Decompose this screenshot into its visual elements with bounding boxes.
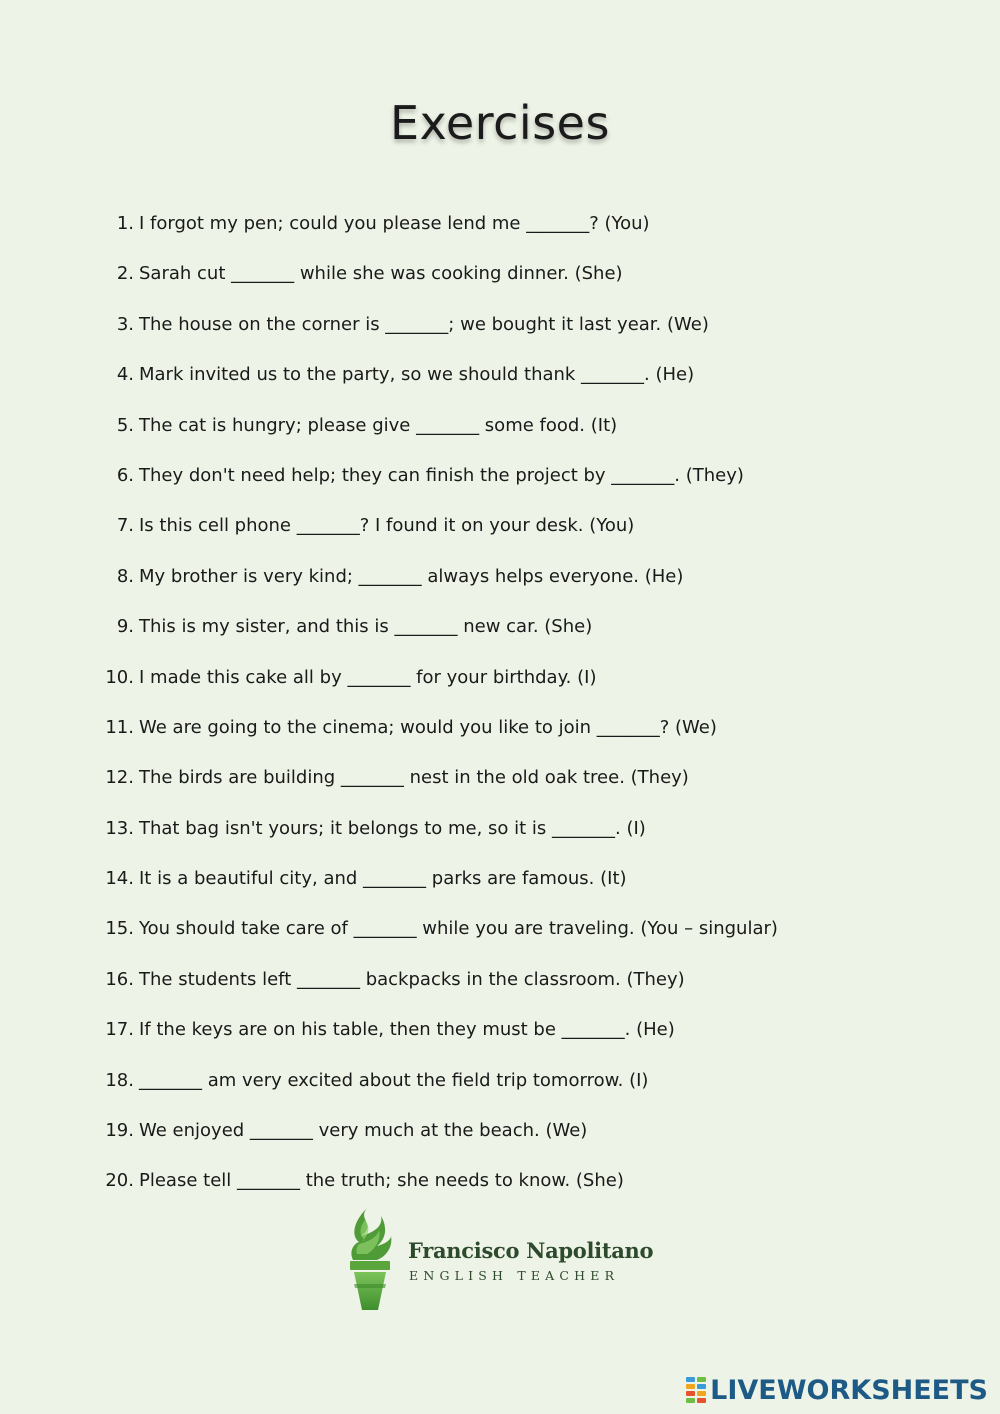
- exercise-text: My brother is very kind; _______ always helps everyone. (He): [139, 565, 684, 587]
- exercise-number: 10.: [105, 666, 134, 688]
- exercise-text: That bag isn't yours; it belongs to me, so it is _______. (I): [139, 817, 646, 839]
- exercise-text: It is a beautiful city, and _______ parks are famous. (It): [139, 868, 627, 890]
- ice-cream-cone-icon: [347, 1206, 393, 1312]
- exercise-item: [0, 863, 1000, 913]
- exercise-text: _______ am very excited about the field trip tomorrow. (I): [139, 1069, 649, 1091]
- exercise-text: We enjoyed _______ very much at the beach. (We): [139, 1120, 588, 1142]
- exercise-item: [0, 813, 1000, 863]
- exercise-text: They don't need help; they can finish the project by _______. (They): [139, 464, 744, 486]
- exercise-text: I made this cake all by _______ for your birthday. (I): [139, 666, 597, 688]
- exercise-number: 5.: [116, 414, 134, 436]
- teacher-name: Francisco Napolitano: [408, 1238, 654, 1263]
- exercise-item: [0, 309, 1000, 359]
- exercise-number: 9.: [116, 616, 134, 638]
- page-title: Exercises: [390, 96, 610, 150]
- exercise-text: The cat is hungry; please give _______ some food. (It): [139, 414, 618, 436]
- exercise-number: 1.: [116, 213, 134, 234]
- exercise-item: [0, 510, 1000, 560]
- exercise-number: 14.: [105, 868, 134, 890]
- exercise-number: 19.: [105, 1120, 134, 1142]
- exercise-text: Is this cell phone _______? I found it on your desk. (You): [139, 515, 635, 537]
- exercise-text: Sarah cut _______ while she was cooking dinner. (She): [139, 263, 623, 285]
- exercise-number: 7.: [116, 515, 134, 537]
- exercise-number: 20.: [105, 1170, 134, 1192]
- exercise-item: [0, 964, 1000, 1014]
- exercise-item: [0, 561, 1000, 611]
- teacher-subtitle: ENGLISH TEACHER: [409, 1268, 620, 1283]
- exercise-item: [0, 662, 1000, 712]
- exercise-text: Mark invited us to the party, so we should thank _______. (He): [139, 364, 695, 386]
- exercise-number: 15.: [105, 918, 134, 940]
- exercise-number: 6.: [116, 464, 134, 486]
- exercise-item: [0, 913, 1000, 963]
- exercise-text: Please tell _______ the truth; she needs to know. (She): [139, 1170, 624, 1192]
- exercise-number: 8.: [116, 565, 134, 587]
- exercise-text: I forgot my pen; could you please lend me _______? (You): [139, 213, 650, 234]
- exercise-number: 13.: [105, 817, 134, 839]
- exercise-text: If the keys are on his table, then they must be _______. (He): [139, 1019, 675, 1041]
- exercise-number: 4.: [116, 364, 134, 386]
- exercise-number: 11.: [105, 716, 134, 738]
- liveworksheets-logo-text: LIVEWORKSHEETS: [710, 1374, 988, 1406]
- exercise-text: You should take care of _______ while you are traveling. (You – singular): [139, 918, 778, 940]
- exercise-text: The birds are building _______ nest in the old oak tree. (They): [139, 767, 689, 789]
- exercise-number: 18.: [105, 1069, 134, 1091]
- exercise-number: 16.: [105, 968, 134, 990]
- exercise-number: 12.: [105, 767, 134, 789]
- exercise-item: [0, 1065, 1000, 1115]
- liveworksheets-blocks-icon: [686, 1377, 708, 1403]
- exercise-item: [0, 762, 1000, 812]
- exercise-text: The students left _______ backpacks in the classroom. (They): [139, 968, 685, 990]
- exercise-item: [0, 1014, 1000, 1064]
- exercise-list: [0, 208, 1000, 1216]
- exercise-text: The house on the corner is _______; we bought it last year. (We): [139, 313, 709, 335]
- exercise-item: [0, 208, 1000, 258]
- exercise-item: [0, 611, 1000, 661]
- exercise-number: 2.: [116, 263, 134, 285]
- exercise-item: [0, 712, 1000, 762]
- exercise-item: [0, 460, 1000, 510]
- exercise-text: This is my sister, and this is _______ new car. (She): [139, 616, 593, 638]
- exercise-number: 3.: [116, 313, 134, 335]
- teacher-logo: [347, 1206, 667, 1312]
- exercise-item: [0, 1115, 1000, 1165]
- exercise-item: [0, 410, 1000, 460]
- exercise-item: [0, 258, 1000, 308]
- exercise-number: 17.: [105, 1019, 134, 1041]
- liveworksheets-brand: [686, 1372, 988, 1408]
- exercise-item: [0, 359, 1000, 409]
- exercise-text: We are going to the cinema; would you like to join _______? (We): [139, 716, 717, 738]
